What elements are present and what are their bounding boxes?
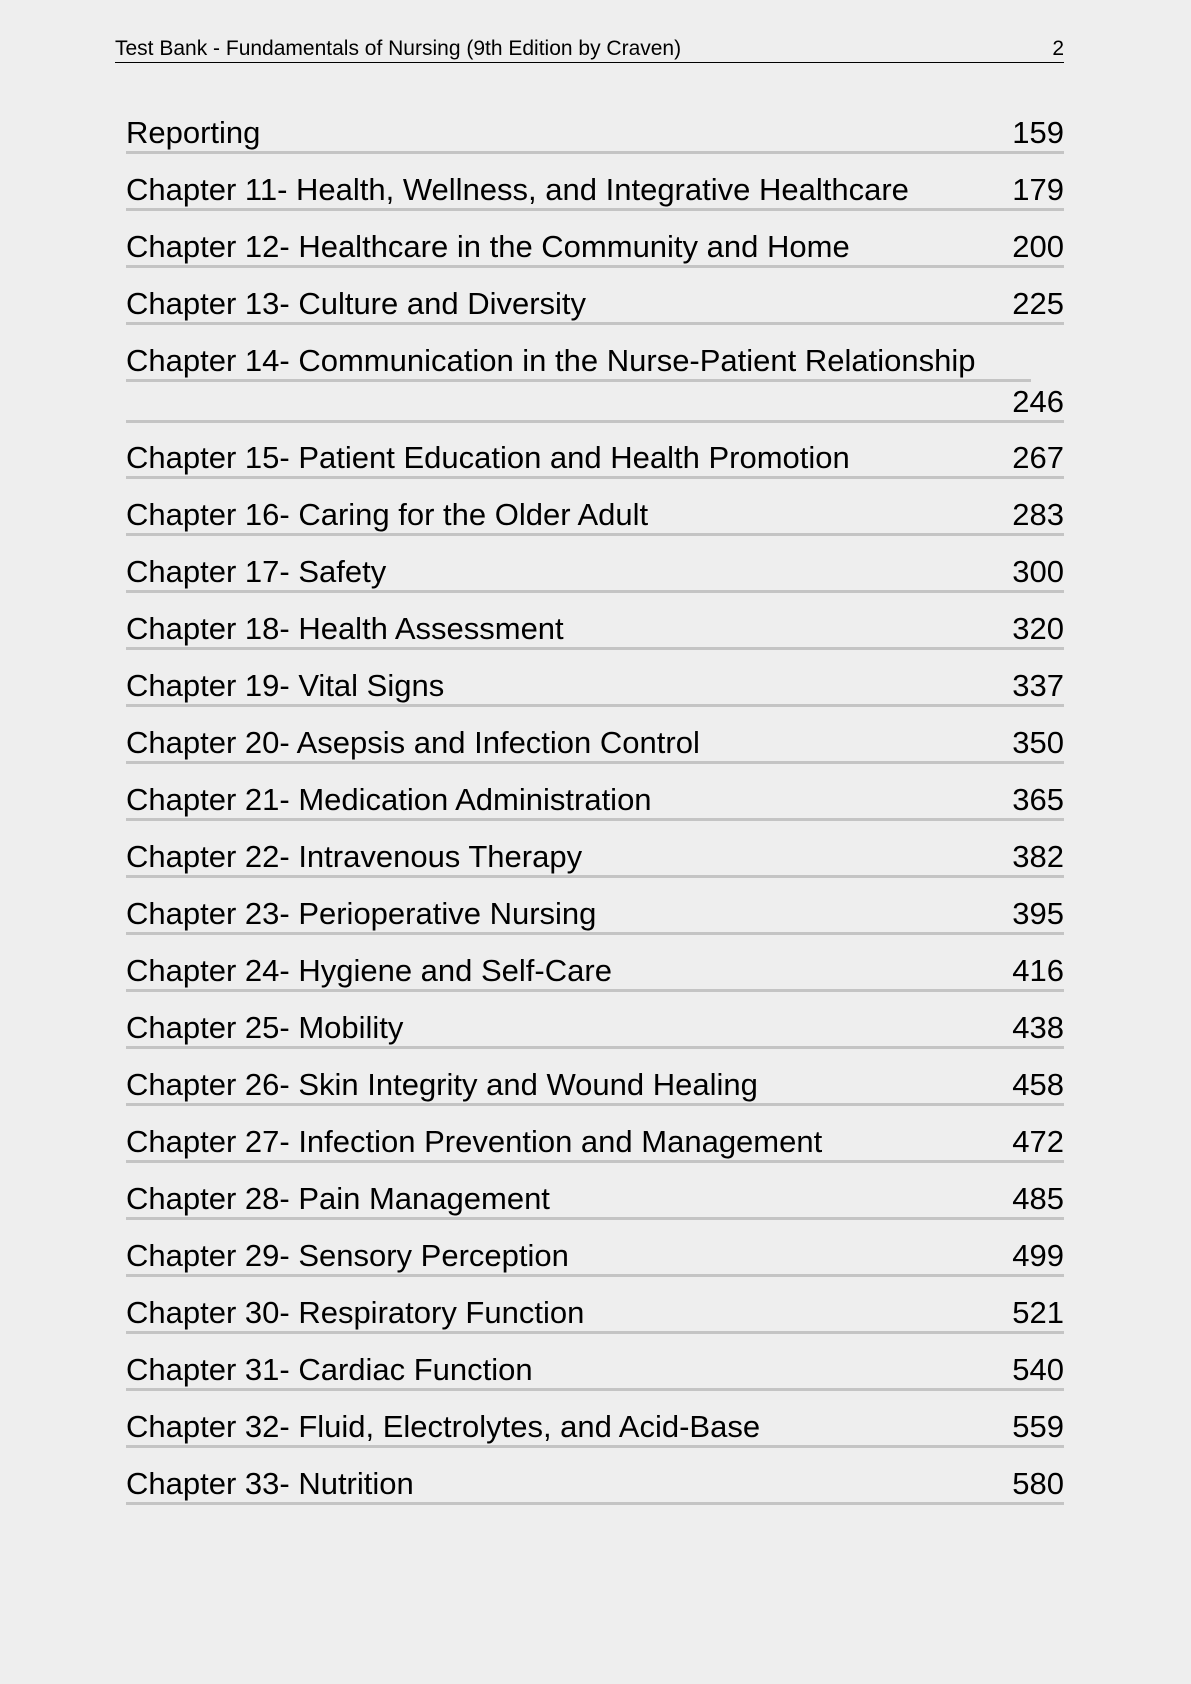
toc-entry-page[interactable]: 179 — [1012, 172, 1064, 207]
toc-entry[interactable] — [126, 338, 1064, 435]
toc-entry[interactable] — [126, 435, 1064, 492]
toc-entry-title[interactable]: Chapter 24- Hygiene and Self-Care — [126, 953, 612, 988]
toc-entry-page[interactable]: 159 — [1012, 115, 1064, 150]
toc-leader-line — [126, 208, 1064, 211]
toc-entry-page[interactable]: 580 — [1012, 1466, 1064, 1501]
toc-entry-title[interactable]: Chapter 27- Infection Prevention and Management — [126, 1124, 823, 1159]
toc-leader-line — [126, 1274, 1064, 1277]
toc-entry-title[interactable]: Chapter 17- Safety — [126, 554, 387, 589]
toc-leader-line — [126, 1502, 1064, 1505]
toc-entry-page[interactable]: 225 — [1012, 286, 1064, 321]
toc-entry[interactable] — [126, 1233, 1064, 1290]
toc-entry[interactable] — [126, 1176, 1064, 1233]
toc-entry-title[interactable]: Reporting — [126, 115, 261, 150]
table-of-contents — [126, 110, 1064, 1518]
toc-leader-line — [126, 476, 1064, 479]
toc-entry-title[interactable]: Chapter 16- Caring for the Older Adult — [126, 497, 649, 532]
toc-entry-page[interactable]: 395 — [1012, 896, 1064, 931]
toc-entry-page[interactable]: 246 — [1012, 384, 1064, 419]
toc-entry-page[interactable]: 300 — [1012, 554, 1064, 589]
toc-leader-line — [126, 265, 1064, 268]
toc-entry-page[interactable]: 320 — [1012, 611, 1064, 646]
page-header — [115, 36, 1064, 63]
toc-entry-page[interactable]: 267 — [1012, 440, 1064, 475]
toc-entry[interactable] — [126, 1347, 1064, 1404]
toc-entry[interactable] — [126, 1062, 1064, 1119]
toc-entry[interactable] — [126, 720, 1064, 777]
toc-entry-title[interactable]: Chapter 26- Skin Integrity and Wound Healing — [126, 1067, 758, 1102]
toc-entry[interactable] — [126, 1290, 1064, 1347]
toc-entry[interactable] — [126, 549, 1064, 606]
toc-entry[interactable] — [126, 281, 1064, 338]
toc-entry[interactable] — [126, 663, 1064, 720]
toc-entry-page[interactable]: 416 — [1012, 953, 1064, 988]
toc-leader-line — [126, 322, 1064, 325]
toc-entry-title[interactable]: Chapter 12- Healthcare in the Community and Home — [126, 229, 850, 264]
toc-leader-line — [126, 533, 1064, 536]
toc-entry[interactable] — [126, 891, 1064, 948]
toc-entry-page[interactable]: 472 — [1012, 1124, 1064, 1159]
toc-entry-title[interactable]: Chapter 11- Health, Wellness, and Integrative Healthcare — [126, 172, 909, 207]
toc-entry-title[interactable]: Chapter 21- Medication Administration — [126, 782, 652, 817]
toc-entry[interactable] — [126, 1005, 1064, 1062]
toc-entry[interactable] — [126, 834, 1064, 891]
toc-entry-title[interactable]: Chapter 33- Nutrition — [126, 1466, 414, 1501]
toc-leader-line — [126, 932, 1064, 935]
toc-leader-line — [126, 1046, 1064, 1049]
toc-entry[interactable] — [126, 1461, 1064, 1518]
toc-leader-line — [126, 647, 1064, 650]
toc-leader-line — [126, 420, 1064, 423]
header-page-number: 2 — [1052, 37, 1064, 60]
toc-entry-page[interactable]: 458 — [1012, 1067, 1064, 1102]
toc-entry-page[interactable]: 540 — [1012, 1352, 1064, 1387]
toc-entry-title[interactable]: Chapter 30- Respiratory Function — [126, 1295, 585, 1330]
toc-entry[interactable] — [126, 224, 1064, 281]
toc-entry-page[interactable]: 337 — [1012, 668, 1064, 703]
toc-entry-page[interactable]: 521 — [1012, 1295, 1064, 1330]
toc-entry-title[interactable]: Chapter 31- Cardiac Function — [126, 1352, 533, 1387]
toc-entry[interactable] — [126, 1404, 1064, 1461]
toc-entry-title[interactable]: Chapter 22- Intravenous Therapy — [126, 839, 583, 874]
toc-leader-line — [126, 379, 1031, 382]
toc-leader-line — [126, 1331, 1064, 1334]
toc-entry-page[interactable]: 559 — [1012, 1409, 1064, 1444]
toc-leader-line — [126, 1388, 1064, 1391]
toc-entry-title[interactable]: Chapter 25- Mobility — [126, 1010, 404, 1045]
toc-leader-line — [126, 761, 1064, 764]
toc-leader-line — [126, 1160, 1064, 1163]
toc-entry-title[interactable]: Chapter 19- Vital Signs — [126, 668, 445, 703]
toc-entry-page[interactable]: 438 — [1012, 1010, 1064, 1045]
toc-leader-line — [126, 1103, 1064, 1106]
toc-entry-title[interactable]: Chapter 14- Communication in the Nurse-Patient Relationship — [126, 343, 976, 378]
toc-entry-page[interactable]: 485 — [1012, 1181, 1064, 1216]
toc-entry[interactable] — [126, 948, 1064, 1005]
toc-entry-title[interactable]: Chapter 15- Patient Education and Health Promotion — [126, 440, 850, 475]
toc-entry-title[interactable]: Chapter 32- Fluid, Electrolytes, and Acid-Base — [126, 1409, 761, 1444]
toc-entry[interactable] — [126, 777, 1064, 834]
toc-leader-line — [126, 875, 1064, 878]
toc-entry[interactable] — [126, 110, 1064, 167]
toc-entry[interactable] — [126, 492, 1064, 549]
toc-entry[interactable] — [126, 167, 1064, 224]
toc-entry-title[interactable]: Chapter 28- Pain Management — [126, 1181, 550, 1216]
toc-entry-page[interactable]: 382 — [1012, 839, 1064, 874]
toc-entry-page[interactable]: 350 — [1012, 725, 1064, 760]
header-title: Test Bank - Fundamentals of Nursing (9th Edition by Craven) — [115, 37, 682, 60]
toc-leader-line — [126, 818, 1064, 821]
toc-leader-line — [126, 151, 1064, 154]
toc-leader-line — [126, 1217, 1064, 1220]
toc-leader-line — [126, 590, 1064, 593]
toc-entry-title[interactable]: Chapter 23- Perioperative Nursing — [126, 896, 597, 931]
toc-entry-title[interactable]: Chapter 13- Culture and Diversity — [126, 286, 587, 321]
toc-leader-line — [126, 704, 1064, 707]
toc-leader-line — [126, 1445, 1064, 1448]
toc-leader-line — [126, 989, 1064, 992]
toc-entry-page[interactable]: 200 — [1012, 229, 1064, 264]
toc-entry-page[interactable]: 499 — [1012, 1238, 1064, 1273]
toc-entry-page[interactable]: 365 — [1012, 782, 1064, 817]
toc-entry-title[interactable]: Chapter 29- Sensory Perception — [126, 1238, 569, 1273]
toc-entry[interactable] — [126, 1119, 1064, 1176]
toc-entry-title[interactable]: Chapter 20- Asepsis and Infection Control — [126, 725, 700, 760]
toc-entry-title[interactable]: Chapter 18- Health Assessment — [126, 611, 564, 646]
toc-entry[interactable] — [126, 606, 1064, 663]
toc-entry-page[interactable]: 283 — [1012, 497, 1064, 532]
